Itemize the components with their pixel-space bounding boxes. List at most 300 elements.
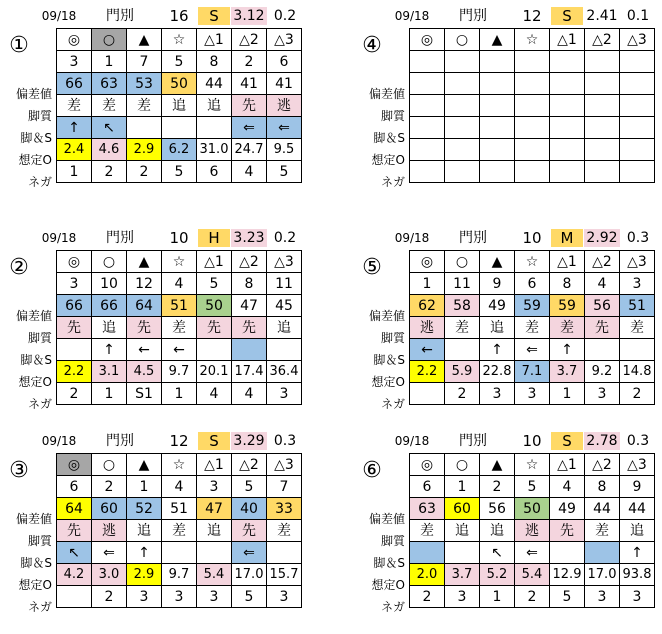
negative-cell: 5 [267,161,302,183]
negative-cell [57,586,92,608]
horse-number-cell: 11 [267,273,302,295]
race-grid [409,28,655,183]
deviation-cell: 47 [232,295,267,317]
position-arrow-cell: ← [127,339,162,361]
position-arrow-cell: ⇐ [232,117,267,139]
deviation-cell: 52 [127,498,162,520]
horse-number-cell: 9 [620,476,655,498]
deviation-cell: 63 [92,73,127,95]
running-style-cell [550,95,585,117]
expected-odds-cell: 9.5 [267,139,302,161]
row-label: 想定O [18,153,52,167]
expected-odds-cell: 2.2 [57,361,92,383]
running-style-cell: 逃 [267,95,302,117]
expected-odds-cell: 2.2 [410,361,445,383]
negative-cell [445,161,480,183]
expected-odds-cell: 15.7 [267,564,302,586]
expected-odds-cell [585,139,620,161]
position-arrow-cell [162,117,197,139]
row-label: ネガ [27,600,52,614]
race-header [0,430,302,452]
running-style-cell: 追 [480,520,515,542]
negative-cell: 3 [585,586,620,608]
mark-cell: ◎ [410,454,445,476]
position-arrow-cell [410,117,445,139]
secondary-value: 0.3 [626,433,650,449]
race-venue: 門別 [106,230,134,246]
grid-row [410,454,655,476]
row-label: 脚質 [27,534,52,548]
deviation-cell: 49 [550,498,585,520]
grid-row [57,339,302,361]
grid-row [410,117,655,139]
negative-cell: 3 [162,586,197,608]
expected-odds-cell: 12.9 [550,564,585,586]
deviation-cell [550,73,585,95]
expected-odds-cell: 5.9 [445,361,480,383]
running-style-cell: 差 [162,317,197,339]
running-style-cell: 先 [57,520,92,542]
deviation-cell: 49 [480,295,515,317]
deviation-cell: 50 [197,295,232,317]
expected-odds-cell: 5.4 [197,564,232,586]
horse-number-cell [550,51,585,73]
position-arrow-cell: ↑ [57,117,92,139]
negative-cell: 5 [162,161,197,183]
mark-cell: ◎ [57,454,92,476]
race-grid [56,28,302,183]
expected-odds-cell: 22.8 [480,361,515,383]
expected-odds-cell: 4.2 [57,564,92,586]
grid-row [410,273,655,295]
race-number-circle: ④ [362,33,382,58]
row-label: 想定O [371,578,405,592]
race-panel [0,227,302,427]
running-style-cell: 先 [197,317,232,339]
running-style-cell: 逃 [92,520,127,542]
position-arrow-cell [162,542,197,564]
negative-cell [515,161,550,183]
grid-row [57,361,302,383]
deviation-cell: 40 [232,498,267,520]
position-arrow-cell: ⇐ [515,542,550,564]
position-arrow-cell [267,339,302,361]
negative-cell: 2 [57,383,92,405]
secondary-value: 0.1 [626,8,650,24]
grid-row [57,476,302,498]
pace-badge: S [551,432,583,450]
horse-number-cell: 4 [585,273,620,295]
row-label: 脚質 [380,534,405,548]
mark-cell: ☆ [515,454,550,476]
expected-odds-cell: 5.2 [480,564,515,586]
field-size: 10 [169,229,189,247]
deviation-cell [410,73,445,95]
mark-cell: ▲ [480,454,515,476]
race-number-circle: ⑤ [362,255,382,280]
rating-value: 2.41 [586,8,618,24]
running-style-cell [480,95,515,117]
position-arrow-cell: ⇐ [515,339,550,361]
running-style-cell: 先 [232,520,267,542]
grid-row [57,564,302,586]
horse-number-cell: 2 [480,476,515,498]
mark-cell: ○ [445,29,480,51]
expected-odds-cell: 14.8 [620,361,655,383]
deviation-cell [515,73,550,95]
mark-cell: ☆ [162,251,197,273]
mark-cell: △1 [550,454,585,476]
running-style-cell [445,95,480,117]
horse-number-cell [585,51,620,73]
grid-row [57,520,302,542]
race-venue: 門別 [459,230,487,246]
position-arrow-cell [197,117,232,139]
grid-row [57,117,302,139]
running-style-cell [515,95,550,117]
negative-cell: 3 [127,586,162,608]
expected-odds-cell: 6.2 [162,139,197,161]
deviation-cell [620,73,655,95]
position-arrow-cell [550,542,585,564]
grid-row [410,317,655,339]
row-label: 脚質 [380,109,405,123]
expected-odds-cell: 4.6 [92,139,127,161]
negative-cell [480,161,515,183]
race-header [0,227,302,249]
race-grid [56,250,302,405]
running-style-cell: 追 [480,317,515,339]
mark-cell: △1 [197,29,232,51]
horse-number-cell: 2 [232,51,267,73]
position-arrow-cell: ↑ [480,339,515,361]
running-style-cell: 差 [162,520,197,542]
horse-number-cell: 4 [550,476,585,498]
horse-number-cell [445,51,480,73]
race-header [353,430,655,452]
horse-number-cell: 8 [197,51,232,73]
race-date: 09/18 [41,231,77,245]
position-arrow-cell: ← [410,339,445,361]
pace-badge: S [551,7,583,25]
field-size: 10 [522,432,542,450]
expected-odds-cell: 9.2 [585,361,620,383]
deviation-cell: 41 [267,73,302,95]
row-label: 脚＆S [20,353,52,367]
deviation-cell: 60 [92,498,127,520]
position-arrow-cell: ↑ [550,339,585,361]
deviation-cell: 33 [267,498,302,520]
mark-cell: △3 [620,29,655,51]
running-style-cell: 先 [232,95,267,117]
deviation-cell: 59 [550,295,585,317]
mark-cell: △1 [550,251,585,273]
deviation-cell: 44 [585,498,620,520]
grid-row [410,586,655,608]
race-venue: 門別 [459,433,487,449]
rating-value: 2.92 [584,229,620,247]
grid-row [410,339,655,361]
expected-odds-cell [410,139,445,161]
expected-odds-cell: 3.7 [550,361,585,383]
row-label: 脚＆S [20,131,52,145]
row-label: 脚＆S [373,556,405,570]
negative-cell [410,383,445,405]
deviation-cell: 64 [57,498,92,520]
race-panel [353,227,655,427]
grid-row [57,295,302,317]
position-arrow-cell: ↑ [620,542,655,564]
position-arrow-cell: ↖ [92,117,127,139]
deviation-cell: 41 [232,73,267,95]
deviation-cell: 63 [410,498,445,520]
race-grid [409,453,655,608]
running-style-cell: 先 [232,317,267,339]
position-arrow-cell [127,117,162,139]
position-arrow-cell [480,117,515,139]
expected-odds-cell: 31.0 [197,139,232,161]
deviation-cell: 66 [57,295,92,317]
grid-row [410,251,655,273]
race-date: 09/18 [41,9,77,23]
grid-row [410,383,655,405]
position-arrow-cell: ↖ [57,542,92,564]
negative-cell: 3 [515,383,550,405]
grid-row [410,51,655,73]
negative-cell [585,161,620,183]
grid-row [410,29,655,51]
expected-odds-cell: 9.7 [162,564,197,586]
negative-cell: 4 [232,161,267,183]
horse-number-cell [410,51,445,73]
pace-badge: S [198,432,230,450]
horse-number-cell: 12 [127,273,162,295]
deviation-cell: 58 [445,295,480,317]
mark-cell: ☆ [515,251,550,273]
grid-row [410,564,655,586]
horse-number-cell: 6 [57,476,92,498]
grid-row [410,73,655,95]
position-arrow-cell: ⇐ [267,117,302,139]
race-date: 09/18 [41,434,77,448]
running-style-cell: 差 [515,317,550,339]
row-label: 想定O [18,375,52,389]
deviation-cell [480,73,515,95]
race-header [353,227,655,249]
race-grid [409,250,655,405]
expected-odds-cell [550,139,585,161]
race-panel [353,430,655,630]
running-style-cell: 差 [620,317,655,339]
position-arrow-cell [197,339,232,361]
grid-row [410,295,655,317]
position-arrow-cell: ← [162,339,197,361]
deviation-cell: 44 [197,73,232,95]
running-style-cell: 差 [127,95,162,117]
deviation-cell: 50 [515,498,550,520]
negative-cell: 1 [92,383,127,405]
secondary-value: 0.2 [273,8,297,24]
deviation-cell: 51 [162,498,197,520]
horse-number-cell: 9 [480,273,515,295]
mark-cell: △1 [197,454,232,476]
mark-cell: ▲ [127,454,162,476]
position-arrow-cell [445,542,480,564]
grid-row [57,586,302,608]
deviation-cell: 50 [162,73,197,95]
expected-odds-cell: 20.1 [197,361,232,383]
row-label: 想定O [18,578,52,592]
field-size: 12 [169,432,189,450]
negative-cell: 5 [550,586,585,608]
mark-cell: ☆ [515,29,550,51]
negative-cell: 2 [515,586,550,608]
running-style-cell: 先 [550,520,585,542]
negative-cell: 2 [620,383,655,405]
mark-cell: △2 [585,454,620,476]
horse-number-cell [515,51,550,73]
field-size: 12 [522,7,542,25]
position-arrow-cell [550,117,585,139]
negative-cell: 4 [197,383,232,405]
horse-number-cell: 7 [267,476,302,498]
race-venue: 門別 [106,8,134,24]
grid-row [57,454,302,476]
row-label: ネガ [380,397,405,411]
mark-cell: △3 [267,251,302,273]
mark-cell: △3 [620,454,655,476]
grid-row [57,251,302,273]
position-arrow-cell [445,117,480,139]
mark-cell: △2 [232,29,267,51]
horse-number-cell: 5 [162,51,197,73]
horse-number-cell: 8 [550,273,585,295]
row-label: ネガ [380,600,405,614]
horse-number-cell: 8 [585,476,620,498]
mark-cell: △2 [585,251,620,273]
running-style-cell: 追 [92,317,127,339]
expected-odds-cell: 24.7 [232,139,267,161]
negative-cell: 3 [585,383,620,405]
deviation-cell: 45 [267,295,302,317]
expected-odds-cell: 17.0 [232,564,267,586]
grid-row [57,139,302,161]
mark-cell: ▲ [127,29,162,51]
position-arrow-cell: ⇐ [92,542,127,564]
horse-number-cell: 5 [232,476,267,498]
horse-number-cell: 10 [92,273,127,295]
expected-odds-cell [480,139,515,161]
running-style-cell: 追 [620,520,655,542]
grid-row [410,498,655,520]
horse-number-cell: 1 [445,476,480,498]
negative-cell: 3 [197,586,232,608]
row-label: 脚質 [27,109,52,123]
expected-odds-cell: 2.0 [410,564,445,586]
row-label: 脚＆S [20,556,52,570]
mark-cell: ○ [445,251,480,273]
race-number-circle: ⑥ [362,458,382,483]
expected-odds-cell: 5.4 [515,564,550,586]
horse-number-cell [620,51,655,73]
horse-number-cell [480,51,515,73]
field-size: 10 [522,229,542,247]
race-date: 09/18 [394,231,430,245]
position-arrow-cell [445,339,480,361]
position-arrow-cell: ↖ [480,542,515,564]
row-label: 偏差値 [368,87,405,101]
race-venue: 門別 [459,8,487,24]
expected-odds-cell [620,139,655,161]
grid-row [410,542,655,564]
grid-row [410,139,655,161]
deviation-cell [445,73,480,95]
pace-badge: S [198,7,230,25]
position-arrow-cell [57,339,92,361]
position-arrow-cell: ↑ [92,339,127,361]
running-style-cell [620,95,655,117]
running-style-cell: 逃 [515,520,550,542]
negative-cell: 3 [267,586,302,608]
race-panel [353,5,655,205]
race-grid [56,453,302,608]
horse-number-cell: 6 [515,273,550,295]
running-style-cell: 差 [92,95,127,117]
grid-row [410,161,655,183]
running-style-cell: 追 [197,520,232,542]
deviation-cell [585,73,620,95]
deviation-cell: 47 [197,498,232,520]
expected-odds-cell [445,139,480,161]
negative-cell: 2 [92,586,127,608]
negative-cell: 3 [480,383,515,405]
horse-number-cell: 5 [197,273,232,295]
rating-value: 2.78 [584,432,620,450]
negative-cell: 5 [232,586,267,608]
horse-number-cell: 4 [162,273,197,295]
running-style-cell: 差 [57,95,92,117]
race-date: 09/18 [394,434,430,448]
rating-value: 3.23 [231,229,267,247]
mark-cell: ○ [445,454,480,476]
expected-odds-cell [515,139,550,161]
negative-cell: 1 [162,383,197,405]
negative-cell: 3 [267,383,302,405]
expected-odds-cell: 2.4 [57,139,92,161]
position-arrow-cell [267,542,302,564]
expected-odds-cell: 7.1 [515,361,550,383]
negative-cell: 6 [197,161,232,183]
grid-row [57,161,302,183]
position-arrow-cell [585,339,620,361]
horse-number-cell: 7 [127,51,162,73]
horse-number-cell: 3 [57,51,92,73]
pace-badge: H [198,229,230,247]
mark-cell: ○ [92,29,127,51]
deviation-cell: 66 [92,295,127,317]
grid-row [57,51,302,73]
negative-cell: 1 [57,161,92,183]
horse-number-cell: 1 [92,51,127,73]
mark-cell: ▲ [480,29,515,51]
rating-value: 3.29 [231,432,267,450]
mark-cell: △2 [232,454,267,476]
expected-odds-cell: 17.0 [585,564,620,586]
mark-cell: ○ [92,251,127,273]
row-label: 脚質 [380,331,405,345]
row-label: 偏差値 [15,87,52,101]
grid-row [57,73,302,95]
